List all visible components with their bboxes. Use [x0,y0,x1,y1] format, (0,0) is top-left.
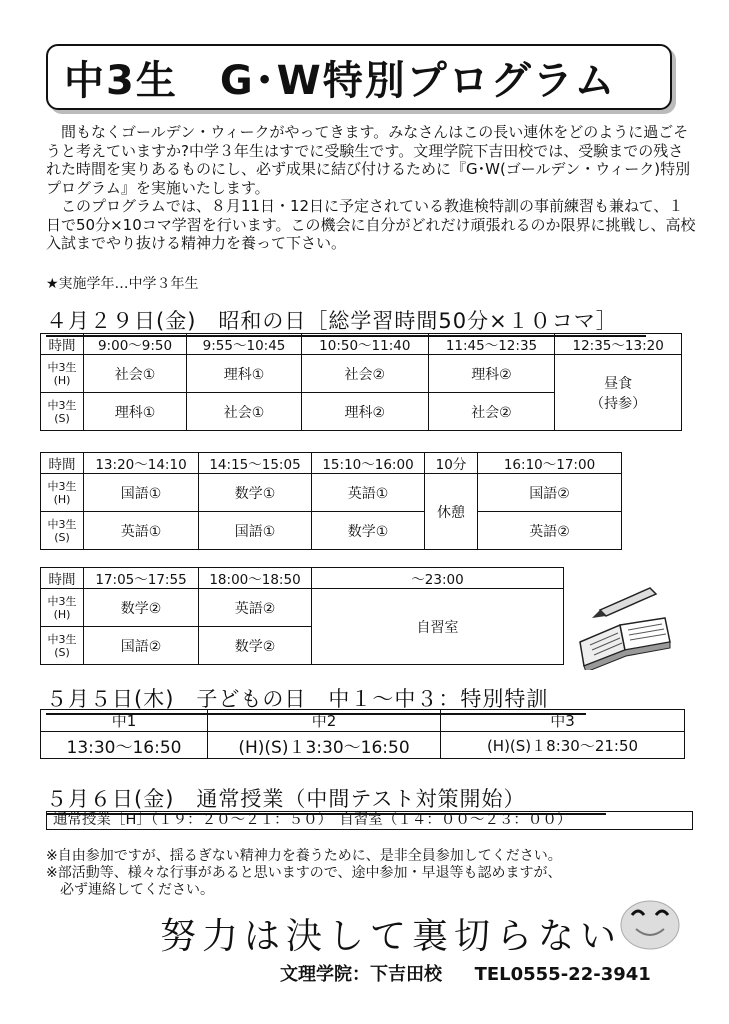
row-label-h: 中3生 (H) [41,589,84,627]
time-slot: 10:50～11:40 [301,334,428,355]
subject-cell: 理科① [84,393,187,431]
slogan: 努力は決して裏切らない [160,916,623,957]
subject-cell: 英語② [478,512,622,550]
row-label-h: 中3生 (H) [41,355,84,393]
time-slot: 17:05～17:55 [84,568,199,589]
subject-cell: 数学① [199,474,312,512]
time-slot: ～23:00 [312,568,564,589]
time-slot: 10分 [425,453,478,474]
subject-cell: 数学② [199,627,312,665]
note-line: ※部活動等、様々な行事があると思いますので、途中参加・早退等も認めますが、 [46,865,562,881]
time-slot: 14:15～15:05 [199,453,312,474]
note-line: 必ず連絡してください。 [46,882,214,898]
title-box [46,44,672,110]
subject-cell: 社会② [428,393,555,431]
subject-cell: 理科② [428,355,555,393]
smiley-face-icon [618,895,682,951]
schedule-table-3 [40,567,564,665]
subject-cell: 社会② [301,355,428,393]
grade-1-time: 13:30～16:50 [41,732,208,759]
time-slot: 11:45～12:35 [428,334,555,355]
day1-heading: ４月２９日(金) 昭和の日［総学習時間50分×１０コマ］ [46,305,646,337]
time-slot: 15:10～16:00 [312,453,425,474]
time-slot: 18:00～18:50 [199,568,312,589]
grade-col-1: 中1 [41,710,208,732]
time-label: 時間 [41,568,84,589]
grade-3-time: (H)(S)１8:30～21:50 [441,732,685,759]
subject-cell: 理科② [301,393,428,431]
subject-cell: 国語① [199,512,312,550]
grade-col-3: 中3 [441,710,685,732]
book-pencil-icon [570,580,680,670]
day3-detail: 通常授業［H］（１９：２０～２１：５０） 自習室（１４：００～２３：００） [46,811,693,830]
intro-paragraph-2: このプログラムでは、８月11日・12日に予定されている教進検特訓の事前練習も兼ねて、１日で50分×10コマ学習を行います。この機会に自分がどれだけ頑張れるのか限界に挑戦し、高校入試までやり抜ける精神力を養って下さい。 [46,197,696,252]
day2-heading: ５月５日(木) 子どもの日 中１～中３：特別特訓 [46,683,586,715]
time-slot: 9:00～9:50 [84,334,187,355]
time-slot: 13:20～14:10 [84,453,199,474]
subject-cell: 英語② [199,589,312,627]
subject-cell: 理科① [187,355,302,393]
break-cell: 休憩 [425,474,478,550]
subject-cell: 国語② [478,474,622,512]
subject-cell: 数学① [312,512,425,550]
day2-table [40,709,685,759]
subject-cell: 社会① [187,393,302,431]
school-tel: TEL0555-22-3941 [474,964,651,985]
schedule-table-1 [40,333,682,431]
intro-text [46,123,696,253]
subject-cell: 国語② [84,627,199,665]
subject-cell: 社会① [84,355,187,393]
row-label-h: 中3生 (H) [41,474,84,512]
subject-cell: 国語① [84,474,199,512]
page-title: 中3生 G･W特別プログラム [64,57,617,104]
row-label-s: 中3生 (S) [41,627,84,665]
school-footer [280,960,651,986]
time-label: 時間 [41,334,84,355]
time-label: 時間 [41,453,84,474]
intro-paragraph-1: 間もなくゴールデン・ウィークがやってきます。みなさんはこの長い連休をどのように過ごそうと考えていますか?中学３年生はすでに受験生です。文理学院下吉田校では、受験までの残された時間を実りあるものにし、必ず成果に結び付けるために『G･W(ゴールデン・ウィーク)特別プログラム』を実施いたします。 [46,123,691,197]
subject-cell: 数学② [84,589,199,627]
note-line: ※自由参加ですが、揺るぎない精神力を養うために、是非全員参加してください。 [46,848,562,864]
schedule-table-2 [40,452,622,550]
row-label-s: 中3生 (S) [41,512,84,550]
day3-heading: ５月６日(金) 通常授業（中間テスト対策開始） [46,783,606,815]
lunch-cell: 昼食 （持参） [555,355,682,431]
target-grade: ★実施学年…中学３年生 [46,276,199,292]
time-slot: 16:10～17:00 [478,453,622,474]
grade-2-time: (H)(S)１3:30～16:50 [208,732,441,759]
study-room-cell: 自習室 [312,589,564,665]
notes [46,848,716,899]
grade-col-2: 中2 [208,710,441,732]
row-label-s: 中3生 (S) [41,393,84,431]
subject-cell: 英語① [312,474,425,512]
time-slot: 9:55～10:45 [187,334,302,355]
school-name: 文理学院：下吉田校 [280,964,442,985]
time-slot: 12:35～13:20 [555,334,682,355]
subject-cell: 英語① [84,512,199,550]
